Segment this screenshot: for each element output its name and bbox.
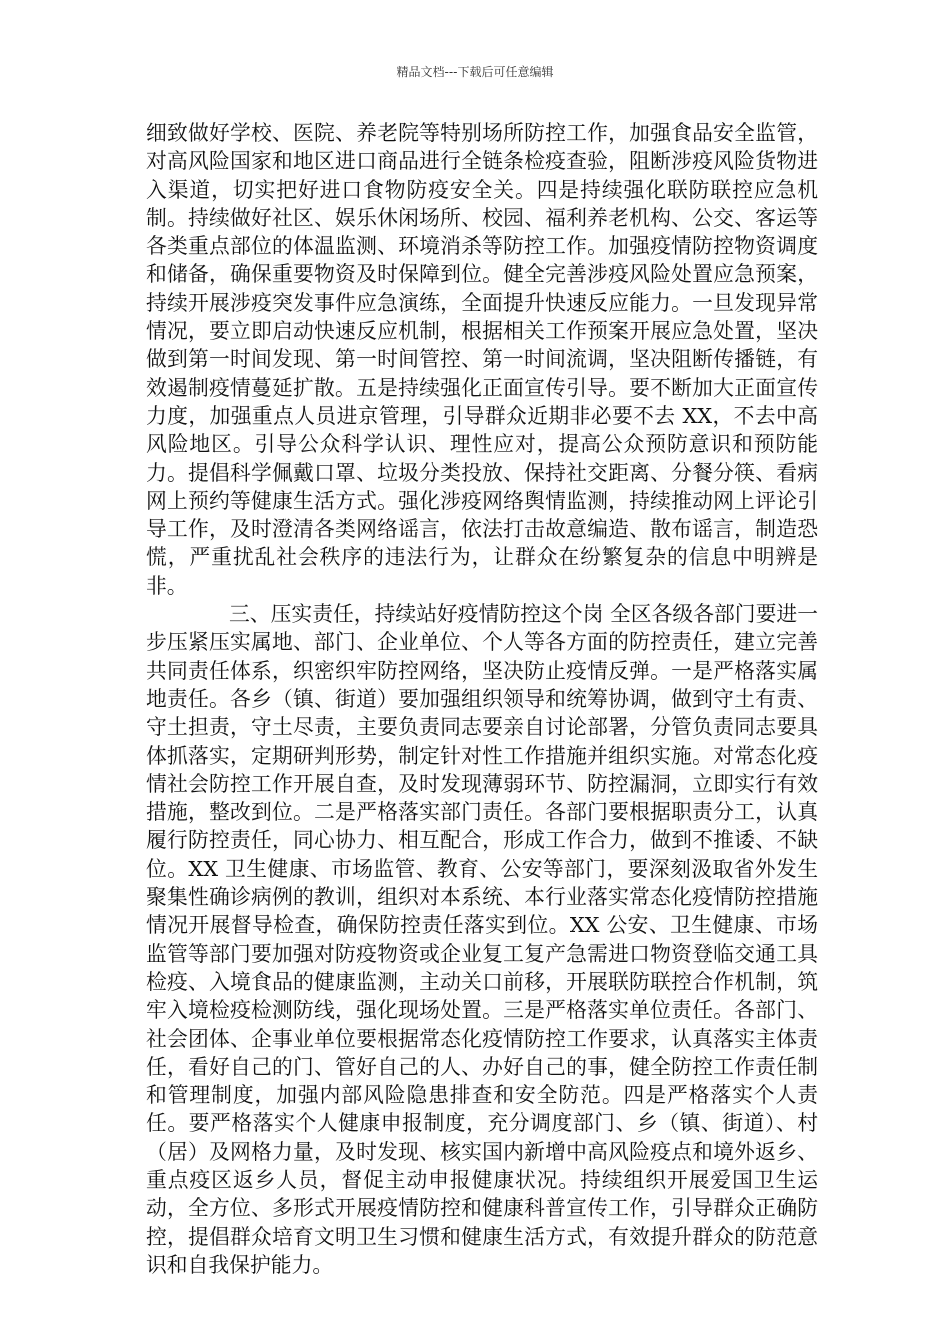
paragraph-prevention-measures: 细致做好学校、医院、养老院等特别场所防控工作，加强食品安全监管，对高风险国家和地区进口商品进行全链条检疫查验，阻断涉疫风险货物进入渠道，切实把好进口食物防疫安全关。四是持续强化联防联控应急机制。持续做好社区、娱乐休闲场所、校园、福利养老机构、公交、客运等各类重点部位的体温监测、环境消杀等防控工作。加强疫情防控物资调度和储备，确保重要物资及时保障到位。健全完善涉疫风险处置应急预案，持续开展涉疫突发事件应急演练，全面提升快速反应能力。一旦发现异常情况，要立即启动快速反应机制，根据相关工作预案开展应急处置，坚决做到第一时间发现、第一时间管控、第一时间流调，坚决阻断传播链，有效遏制疫情蔓延扩散。五是持续强化正面宣传引导。要不断加大正面宣传力度，加强重点人员进京管理，引导群众近期非必要不去 XX，不去中高风险地区。引导公众科学认识、理性应对，提高公众预防意识和预防能力。提倡科学佩戴口罩、垃圾分类投放、保持社交距离、分餐分筷、看病网上预约等健康生活方式。强化涉疫网络舆情监测，持续推动网上评论引导工作，及时澄清各类网络谣言，依法打击故意编造、散布谣言，制造恐慌，严重扰乱社会秩序的违法行为，让群众在纷繁复杂的信息中明辨是非。 (146, 121, 818, 598)
document-body (146, 119, 818, 1279)
paragraph-responsibility: 三、压实责任，持续站好疫情防控这个岗 全区各级各部门要进一步压紧压实属地、部门、企业单位、个人等各方面的防控责任，建立完善共同责任体系，织密织牢防控网络，坚决防止疫情反弹。一是严格落实属地责任。各乡（镇、街道）要加强组织领导和统筹协调，做到守土有责、守土担责，守土尽责，主要负责同志要亲自讨论部署，分管负责同志要具体抓落实，定期研判形势，制定针对性工作措施并组织实施。对常态化疫情社会防控工作开展自查，及时发现薄弱环节、防控漏洞，立即实行有效措施，整改到位。二是严格落实部门责任。各部门要根据职责分工，认真履行防控责任，同心协力、相互配合，形成工作合力，做到不推诿、不缺位。XX 卫生健康、市场监管、教育、公安等部门，要深刻汲取省外发生聚集性确诊病例的教训，组织对本系统、本行业落实常态化疫情防控措施情况开展督导检查，确保防控责任落实到位。XX 公安、卫生健康、市场监管等部门要加强对防疫物资或企业复工复产急需进口物资登临交通工具检疫、入境食品的健康监测，主动关口前移，开展联防联控合作机制，筑牢入境检疫检测防线，强化现场处置。三是严格落实单位责任。各部门、社会团体、企事业单位要根据常态化疫情防控工作要求，认真落实主体责任，看好自己的门、管好自己的人、办好自己的事，健全防控工作责任制和管理制度，加强内部风险隐患排查和安全防范。四是严格落实个人责任。要严格落实个人健康申报制度，充分调度部门、乡（镇、街道）、村（居）及网格力量，及时发现、核实国内新增中高风险疫点和境外返乡、重点疫区返乡人员，督促主动申报健康状况。持续组织开展爱国卫生运动，全方位、多形式开展疫情防控和健康科普宣传工作，引导群众正确防控，提倡群众培育文明卫生习惯和健康生活方式，有效提升群众的防范意识和自我保护能力。 (146, 602, 818, 1277)
page-header: 精品文档---下载后可任意编辑 (396, 65, 554, 79)
